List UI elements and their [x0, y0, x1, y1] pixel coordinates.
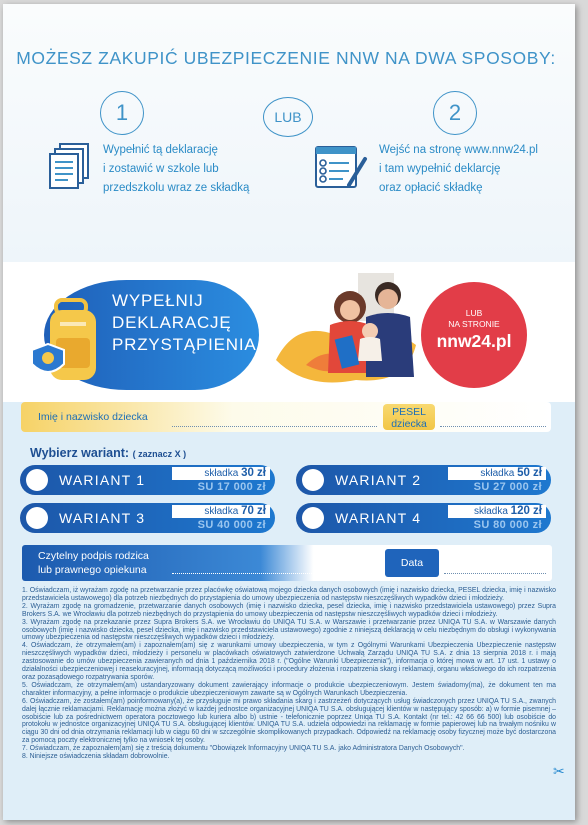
variant-3-checkbox[interactable] — [26, 507, 48, 529]
variant-4-option[interactable] — [296, 503, 551, 533]
declaration-item: 5. Oświadczam, że otrzymałem(am) ustandaryzowany dokument zawierający informacje o produkcie ubezpieczeniowym. Jestem świadomy(ma), że dokument ten ma charakter informacyjny, a pełne informacje o produkcie ubezpieczeniowym zawarte są w Ogólnych Warunkach Ubezpieczenia. — [22, 681, 556, 697]
banner-line: WYPEŁNIJ — [112, 291, 204, 310]
variant-name: WARIANT 2 — [335, 472, 422, 488]
pesel-label-line: dziecka — [391, 418, 427, 430]
variant-4-checkbox[interactable] — [302, 507, 324, 529]
variant-name: WARIANT 4 — [335, 510, 422, 526]
variant-premium — [448, 505, 546, 518]
pesel-line[interactable] — [440, 426, 546, 427]
option1-line: Wypełnić tą deklarację — [103, 144, 218, 156]
online-form-icon — [313, 141, 369, 198]
choose-variant-title: Wybierz wariant: — [30, 446, 130, 460]
variant-1-option[interactable] — [20, 465, 275, 495]
badge-url[interactable]: nnw24.pl — [436, 331, 512, 351]
signature-line[interactable] — [172, 573, 378, 574]
or-separator: LUB — [263, 97, 313, 137]
documents-icon — [46, 140, 98, 197]
website-badge — [421, 282, 527, 388]
date-line[interactable] — [444, 573, 546, 574]
declaration-item: 4. Oświadczam, że otrzymałem(am) i zapoznałem(am) się z warunkami umowy ubezpieczenia, w tym z Ogólnymi Warunkami Ubezpieczenia Ubezpieczenie następstw nieszczęśliwych wypadków dzieci, młodzieży i personelu w placówkach oświatowych zatwierdzone Uchwałą Zarządu UNIQA TU S.A. z dnia 13 sierpnia 2018 r. i mają zastosowanie do umów ubezpieczenia zawieranych od dnia 1 października 2018 r. ("Ogólne Warunki Ubezpieczenia"), informacja o której mowa w art. 17 ust. 1 ustawy o działalności ubezpieczeniowej i reasekuracyjnej, informacją dotyczącą możliwości i procedury złożenia i rozpatrzenia skarg i reklamacji, organu właściwego do ich rozpatrzenia oraz pozasądowego rozpatrywania sporów. — [22, 642, 556, 681]
variant-2-checkbox[interactable] — [302, 469, 324, 491]
banner-title — [112, 290, 257, 356]
choose-variant-hint: ( zaznacz X ) — [132, 449, 187, 459]
declaration-item: 7. Oświadczam, że zapoznałem(am) się z treścią dokumentu "Obowiązek Informacyjny UNIQA TU S.A. jako Administratora Danych Osobowych". — [22, 745, 465, 753]
variant-sum: SU 40 000 zł — [197, 519, 266, 531]
signature-label — [38, 549, 149, 577]
signature-label-line: lub prawnego opiekuna — [38, 564, 147, 576]
premium-value: 120 zł — [510, 505, 542, 517]
premium-label: składka — [204, 506, 239, 517]
variant-sum: SU 17 000 zł — [197, 481, 266, 493]
variant-premium — [172, 505, 270, 518]
variant-name: WARIANT 3 — [59, 510, 146, 526]
badge-line: LUB — [465, 308, 483, 318]
variant-2-option[interactable] — [296, 465, 551, 495]
scissors-icon: ✂ — [553, 763, 565, 779]
page-heading: MOŻESZ ZAKUPIĆ UBEZPIECZENIE NNW NA DWA SPOSOBY: — [16, 48, 556, 68]
option1-text — [103, 141, 249, 198]
variant-premium — [172, 467, 270, 480]
declaration-item: 8. Niniejsze oświadczenia składam dobrowolnie. — [22, 753, 170, 761]
option1-line: przedszkolu wraz ze składką — [103, 182, 250, 194]
premium-label: składka — [473, 506, 508, 517]
declarations-text — [22, 587, 556, 761]
premium-label: składka — [480, 468, 515, 479]
signature-label-line: Czytelny podpis rodzica — [38, 550, 149, 562]
choose-variant-label — [30, 446, 186, 460]
family-photo — [266, 265, 426, 403]
option2-text — [379, 141, 538, 198]
premium-value: 50 zł — [517, 467, 542, 479]
premium-label: składka — [204, 468, 239, 479]
child-name-line[interactable] — [172, 426, 377, 427]
declaration-item: 6. Oświadczam, że zostałem(am) poinformowany(a), że przysługuje mi prawo składania skarg i zastrzeżeń dotyczących usług świadczonych przez UNIQA TU S.A., zwanych dalej łącznie reklamacjami. Reklamację można złożyć w każdej jednostce organizacyjnej UNIQA TU S.A. obsługującej klientów w następujący sposób: a) w formie pisemnej – osobiście lub za pośrednictwem operatora pocztowego lub kuriera albo b) ustnie - telefonicznie poprzez Uniqa TU S.A. Kontakt (nr tel.: 42 66 66 500) lub osobiście do protokołu w jednostce organizacyjnej UNIQA TU S.A. obsługującej klientów. UNIQA TU S.A. udziela odpowiedzi na reklamację w formie papierowej lub na trwałym nośniku w ciągu 30 dni od dnia otrzymania reklamacji lub w ciągu 60 dni w szczególnie skomplikowanych przypadkach. Odpowiedź na reklamację osoby fizycznej może być dostarczona za pomocą poczty elektronicznej tylko na wniosek tej osoby. — [22, 697, 556, 745]
banner-line: PRZYSTĄPIENIA — [112, 335, 257, 354]
option2-line: i tam wypełnić deklarcję — [379, 163, 501, 175]
variant-1-checkbox[interactable] — [26, 469, 48, 491]
premium-value: 70 zł — [241, 505, 266, 517]
declaration-item: 2. Wyrażam zgodę na gromadzenie, przetwarzanie danych osobowych (imię i nazwisko dziecka, pesel dziecka, imię i nazwisko przedstawiciela ustawowego) przez Supra Brokers S.A. we Wrocławiu dla potrzeb niezbędnych do przystąpienia do umowy ubezpieczenia od następstw nieszczęśliwych wypadków dzieci i młodzieży. — [22, 602, 556, 618]
child-name-label: Imię i nazwisko dziecka — [38, 411, 148, 423]
option2-line: Wejść na stronę www.nnw24.pl — [379, 144, 538, 156]
banner-line: DEKLARACJĘ — [112, 313, 232, 332]
variant-sum: SU 27 000 zł — [473, 481, 542, 493]
option2-line: oraz opłacić składkę — [379, 182, 483, 194]
pesel-label-line: PESEL — [392, 406, 426, 418]
declaration-item: 1. Oświadczam, iż wyrażam zgodę na przetwarzanie przez placówkę oświatową mojego dziecka danych osobowych (imię i nazwisko dziecka, PESEL dziecka, imię i nazwisko przedstawiciela ustawowego) dla potrzeb niezbędnych do przystąpienia do umowy ubezpieczenia od następstw nieszczęśliwych wypadków dzieci i młodzieży. — [22, 587, 556, 602]
variant-3-option[interactable] — [20, 503, 275, 533]
step-number-1: 1 — [100, 91, 144, 135]
backpack-icon — [30, 296, 112, 393]
premium-value: 30 zł — [241, 467, 266, 479]
badge-line: NA STRONIE — [448, 319, 500, 329]
pesel-label — [383, 406, 435, 430]
variant-name: WARIANT 1 — [59, 472, 146, 488]
variant-premium — [448, 467, 546, 480]
option1-line: i zostawić w szkole lub — [103, 163, 219, 175]
variant-sum: SU 80 000 zł — [473, 519, 542, 531]
date-label: Data — [385, 549, 439, 577]
step-number-2: 2 — [433, 91, 477, 135]
declaration-item: 3. Wyrażam zgodę na przekazanie przez Supra Brokers S.A. we Wrocławiu do UNIQA TU S.A. w Warszawie i przetwarzanie przez UNIQA TU S.A. w Warszawie danych osobowych (imię i nazwisko dziecka, pesel dziecka, imię i nazwisko przedstawiciela ustawowego) zgodnie z niniejszą deklaracją w celu niezbędnym do obsługi i wykonywania umowy ubezpieczenia od następstw nieszczęśliwych wypadków dzieci i młodzieży. — [22, 618, 556, 642]
